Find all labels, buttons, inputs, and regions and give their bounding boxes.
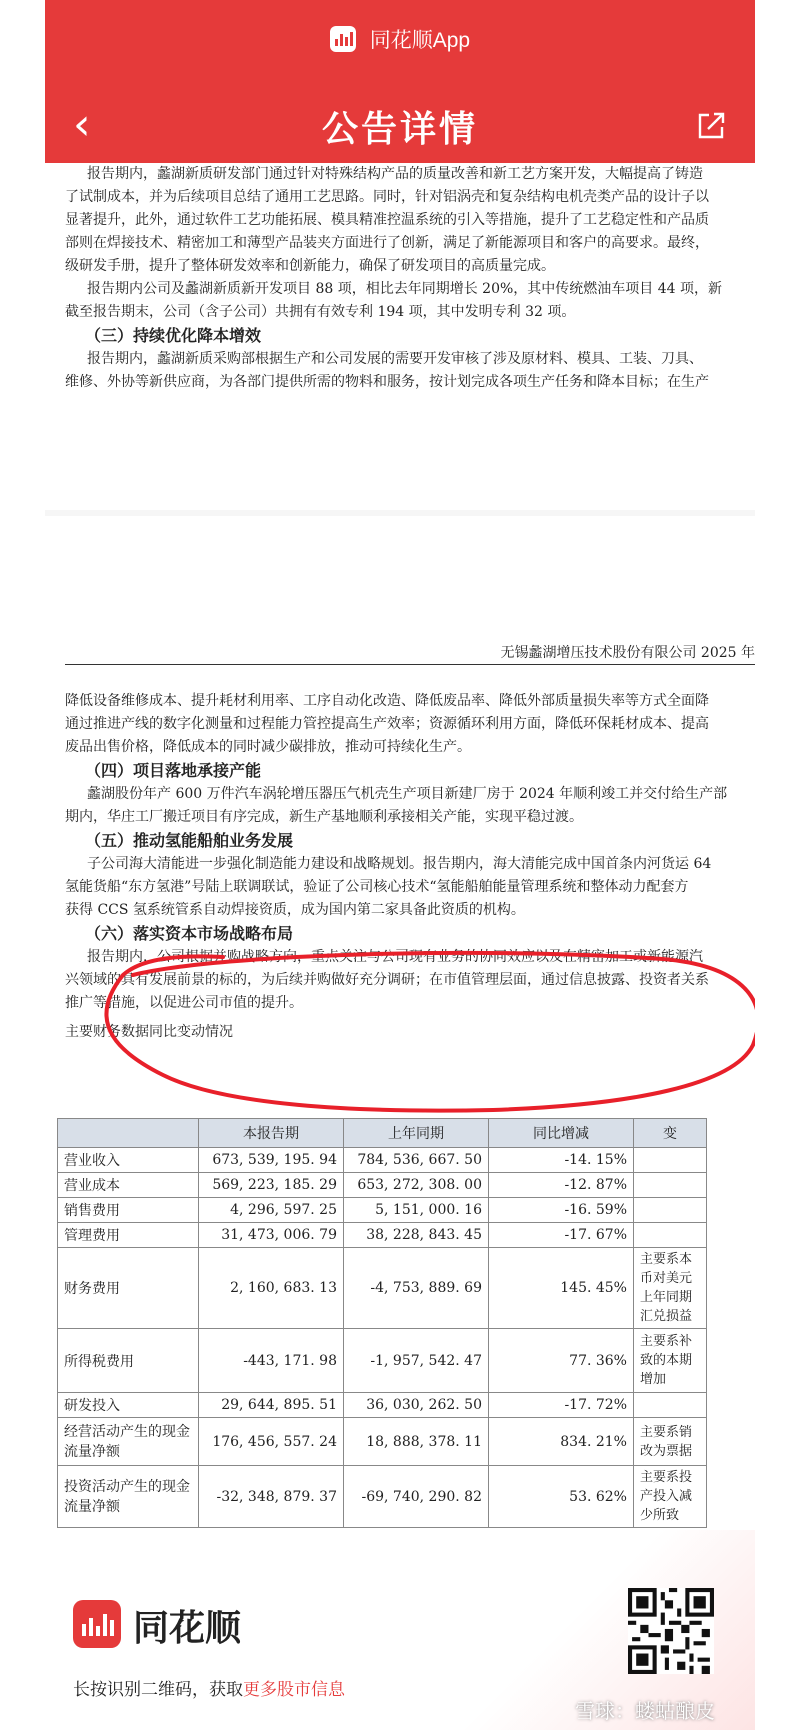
cell-prior: 5, 151, 000. 16 (344, 1198, 489, 1223)
cell-change: -17. 72% (489, 1393, 634, 1418)
section-heading: （五）推动氢能船舶业务发展 (85, 831, 294, 850)
cell-current: 4, 296, 597. 25 (199, 1198, 344, 1223)
doc-line: 废品出售价格，降低成本的同时减少碳排放，推动可持续化生产。 (65, 739, 471, 755)
table-header: 上年同期 (344, 1119, 489, 1148)
page-gap (45, 510, 755, 516)
cell-note (634, 1223, 707, 1248)
doc-line: 报告期内，公司根据并购战略方向，重点关注与公司现有业务的协同效应以及在精密加工或新能源汽 (87, 949, 703, 965)
doc-line: 报告期内公司及蠡湖新质新开发项目 88 项，相比去年同期增长 20%，其中传统燃油车项目 44 项，新 (87, 281, 722, 297)
doc-line: 报告期内，蠡湖新质采购部根据生产和公司发展的需要开发审核了涉及原材料、模具、工装、刀具、 (87, 351, 703, 367)
app-logo-icon (330, 26, 356, 52)
doc-line: 氢能货船“东方氢港”号陆上联调联试，验证了公司核心技术“氢能船舶能量管理系统和整体动力配套方 (65, 879, 689, 895)
row-label: 投资活动产生的现金流量净额 (58, 1466, 199, 1528)
table-row (58, 1248, 707, 1329)
doc-line: 维修、外协等新供应商，为各部门提供所需的物料和服务，按计划完成各项生产任务和降本目标；在生产 (65, 374, 709, 390)
cell-change: -14. 15% (489, 1148, 634, 1173)
doc-line: 蠡湖股份年产 600 万件汽车涡轮增压器压气机壳生产项目新建厂房于 2024 年顺利竣工并交付给生产部 (87, 786, 728, 802)
section-heading: （四）项目落地承接产能 (85, 761, 262, 780)
cell-note (634, 1148, 707, 1173)
cell-change: 145. 45% (489, 1248, 634, 1329)
cell-change: 834. 21% (489, 1418, 634, 1466)
table-header-row (58, 1119, 707, 1148)
table-row (58, 1223, 707, 1248)
running-header: 无锡蠡湖增压技术股份有限公司 2025 年 (500, 645, 755, 661)
cell-current: 176, 456, 557. 24 (199, 1418, 344, 1466)
title-bar (45, 95, 755, 155)
row-label: 研发投入 (58, 1393, 199, 1418)
row-label: 营业收入 (58, 1148, 199, 1173)
page-title: 公告详情 (321, 109, 478, 150)
cell-note: 主要系本币对美元上年同期汇兑损益 (634, 1248, 707, 1329)
cell-current: -443, 171. 98 (199, 1329, 344, 1393)
doc-line: 部则在焊接技术、精密加工和薄型产品装夹方面进行了创新，满足了新能源项目和客户的高要求。最终， (65, 235, 709, 251)
table-row (58, 1393, 707, 1418)
table-header: 本报告期 (199, 1119, 344, 1148)
tagline (73, 1675, 345, 1700)
cell-prior: 36, 030, 262. 50 (344, 1393, 489, 1418)
table-row (58, 1466, 707, 1528)
cell-prior: 784, 536, 667. 50 (344, 1148, 489, 1173)
table-row (58, 1198, 707, 1223)
doc-line: 截至报告期末，公司（含子公司）共拥有有效专利 194 项，其中发明专利 32 项。 (65, 304, 576, 320)
row-label: 销售费用 (58, 1198, 199, 1223)
table-row (58, 1173, 707, 1198)
doc-line: 报告期内，蠡湖新质研发部门通过针对特殊结构产品的质量改善和新工艺方案开发，大幅提高了铸造 (87, 166, 703, 182)
doc-line: 了试制成本，并为后续项目总结了通用工艺思路。同时，针对铝涡壳和复杂结构电机壳类产品的设计子以 (65, 189, 709, 205)
cell-note (634, 1393, 707, 1418)
table-row (58, 1148, 707, 1173)
doc-line: 降低设备维修成本、提升耗材利用率、工序自动化改造、降低废品率、降低外部质量损失率等方式全面降 (65, 693, 709, 709)
table-header: 变 (634, 1119, 707, 1148)
cell-current: 673, 539, 195. 94 (199, 1148, 344, 1173)
cell-prior: -1, 957, 542. 47 (344, 1329, 489, 1393)
cell-note: 主要系销改为票据 (634, 1418, 707, 1466)
cell-prior: -4, 753, 889. 69 (344, 1248, 489, 1329)
app-brand-row (45, 24, 755, 54)
doc-line: 期内，华庄工厂搬迁项目有序完成，新生产基地顺利承接相关产能，实现平稳过渡。 (65, 809, 583, 825)
cell-change: -12. 87% (489, 1173, 634, 1198)
row-label: 管理费用 (58, 1223, 199, 1248)
cell-note (634, 1173, 707, 1198)
cell-current: 31, 473, 006. 79 (199, 1223, 344, 1248)
document-page-bottom (45, 690, 755, 1044)
cell-current: -32, 348, 879. 37 (199, 1466, 344, 1528)
doc-line: 子公司海大清能进一步强化制造能力建设和战略规划。报告期内，海大清能完成中国首条内河货运 64 (87, 856, 712, 872)
section-heading: （三）持续优化降本增效 (85, 326, 262, 345)
cell-current: 569, 223, 185. 29 (199, 1173, 344, 1198)
row-label: 经营活动产生的现金流量净额 (58, 1418, 199, 1466)
header-rule (65, 664, 755, 665)
cell-note (634, 1198, 707, 1223)
app-header (45, 0, 755, 163)
cell-prior: 38, 228, 843. 45 (344, 1223, 489, 1248)
row-label: 财务费用 (58, 1248, 199, 1329)
table-caption: 主要财务数据同比变动情况 (65, 1024, 233, 1040)
financial-table (57, 1118, 707, 1528)
qr-code-icon[interactable] (628, 1588, 714, 1674)
table-row (58, 1329, 707, 1393)
table-header (58, 1119, 199, 1148)
row-label: 营业成本 (58, 1173, 199, 1198)
doc-line: 推广等措施，以促进公司市值的提升。 (65, 995, 303, 1011)
table-header: 同比增减 (489, 1119, 634, 1148)
cell-change: -17. 67% (489, 1223, 634, 1248)
cell-note: 主要系补致的本期增加 (634, 1329, 707, 1393)
brand-name: 同花顺 (133, 1608, 242, 1649)
doc-line: 兴领域的具有发展前景的标的，为后续并购做好充分调研；在市值管理层面，通过信息披露、投资者关系 (65, 972, 709, 988)
section-heading: （六）落实资本市场战略布局 (85, 924, 294, 943)
cell-note: 主要系投产投入减少所致 (634, 1466, 707, 1528)
cell-change: -16. 59% (489, 1198, 634, 1223)
tagline-prefix: 长按识别二维码，获取 (73, 1680, 243, 1700)
cell-prior: 653, 272, 308. 00 (344, 1173, 489, 1198)
ths-logo-icon (73, 1600, 121, 1648)
cell-prior: -69, 740, 290. 82 (344, 1466, 489, 1528)
document-page-top (45, 163, 755, 394)
cell-change: 77. 36% (489, 1329, 634, 1393)
table-row (58, 1418, 707, 1466)
doc-line: 获得 CCS 氢系统管系自动焊接资质，成为国内第二家具备此资质的机构。 (65, 902, 525, 918)
cell-current: 29, 644, 895. 51 (199, 1393, 344, 1418)
cell-prior: 18, 888, 378. 11 (344, 1418, 489, 1466)
doc-line: 级研发手册，提升了整体研发效率和创新能力，确保了研发项目的高质量完成。 (65, 258, 555, 274)
page-frame (45, 0, 755, 1731)
share-icon[interactable] (695, 109, 727, 141)
row-label: 所得税费用 (58, 1329, 199, 1393)
app-name: 同花顺App (369, 29, 471, 52)
cell-change: 53. 62% (489, 1466, 634, 1528)
tagline-highlight: 更多股市信息 (243, 1680, 345, 1700)
doc-line: 显著提升，此外，通过软件工艺功能拓展、模具精准控温系统的引入等措施，提升了工艺稳定性和产品质 (65, 212, 709, 228)
cell-current: 2, 160, 683. 13 (199, 1248, 344, 1329)
chevron-left-icon[interactable]: ‹ (73, 99, 91, 150)
watermark: 雪球：蝼蛄酿皮 (575, 1699, 715, 1723)
doc-line: 通过推进产线的数字化测量和过程能力管控提高生产效率；资源循环利用方面，降低环保耗材成本、提高 (65, 716, 709, 732)
